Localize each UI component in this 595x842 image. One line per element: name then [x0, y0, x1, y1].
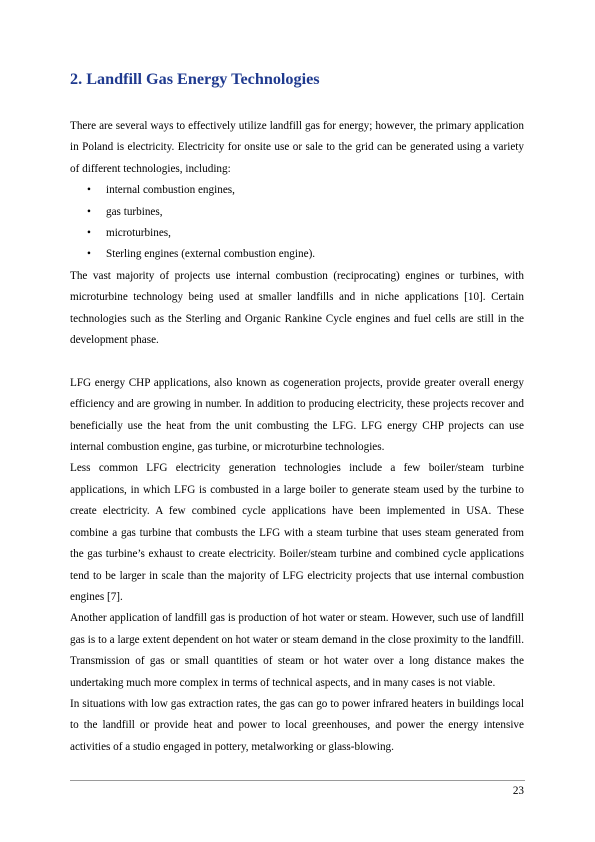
page-number: 23: [512, 785, 524, 797]
list-item: [70, 180, 524, 201]
paragraph-technologies: The vast majority of projects use internal combustion (reciprocating) engines or turbines, with microturbine technology being used at smaller landfills and in niche applications [10]. Certain technologies such as the Sterling and Organic Rankine Cycle engines and fuel cells are still in the development phase.: [70, 269, 524, 347]
list-item-text: microturbines,: [106, 227, 171, 240]
list-item: [70, 223, 524, 244]
list-item-text: gas turbines,: [106, 205, 163, 218]
paragraph-chp: LFG energy CHP applications, also known as cogeneration projects, provide greater overall energy efficiency and are growing in number. In addition to producing electricity, these projects recover and beneficially use the heat from the unit combusting the LFG. LFG energy CHP projects can use internal combustion engine, gas turbine, or microturbine technologies.: [70, 376, 524, 454]
footer-rule: [70, 780, 525, 781]
list-item-text: internal combustion engines,: [106, 184, 235, 197]
list-item: [70, 244, 524, 265]
list-item-text: Sterling engines (external combustion engine).: [106, 248, 316, 261]
bullet-icon: •: [87, 227, 91, 240]
paragraph-hot-water: Another application of landfill gas is production of hot water or steam. However, such use of landfill gas is to a large extent dependent on hot water or steam demand in the close proximity to the landfill. Transmission of gas or small quantities of steam or hot water over a long distance makes the undertaking much more complex in terms of technical aspects, and in many cases is not viable.: [70, 612, 524, 689]
list-item: [70, 202, 524, 223]
paragraph-spacer: [70, 351, 524, 372]
technology-list: [70, 180, 524, 266]
bullet-icon: •: [87, 184, 91, 197]
section-heading: 2. Landfill Gas Energy Technologies: [70, 70, 320, 88]
paragraph-low-extraction: In situations with low gas extraction rates, the gas can go to power infrared heaters in buildings local to the landfill or provide heat and power to local greenhouses, and power the energy intensive activities of a studio engaged in pottery, metalworking or glass-blowing.: [70, 697, 524, 753]
bullet-icon: •: [87, 205, 91, 218]
body-text: [70, 116, 524, 758]
bullet-icon: •: [87, 248, 91, 261]
intro-paragraph: There are several ways to effectively utilize landfill gas for energy; however, the primary application in Poland is electricity. Electricity for onsite use or sale to the grid can be generated using a variety of different technologies, including:: [70, 120, 524, 175]
paragraph-less-common: Less common LFG electricity generation technologies include a few boiler/steam turbine applications, in which LFG is combusted in a large boiler to generate steam used by the turbine to create electricity. A few combined cycle applications have been implemented in USA. These combine a gas turbine that combusts the LFG with a steam turbine that uses steam generated from the gas turbine’s exhaust to create electricity. Boiler/steam turbine and combined cycle applications tend to be larger in scale than the majority of LFG electricity projects that use internal combustion engines [7].: [70, 462, 524, 603]
